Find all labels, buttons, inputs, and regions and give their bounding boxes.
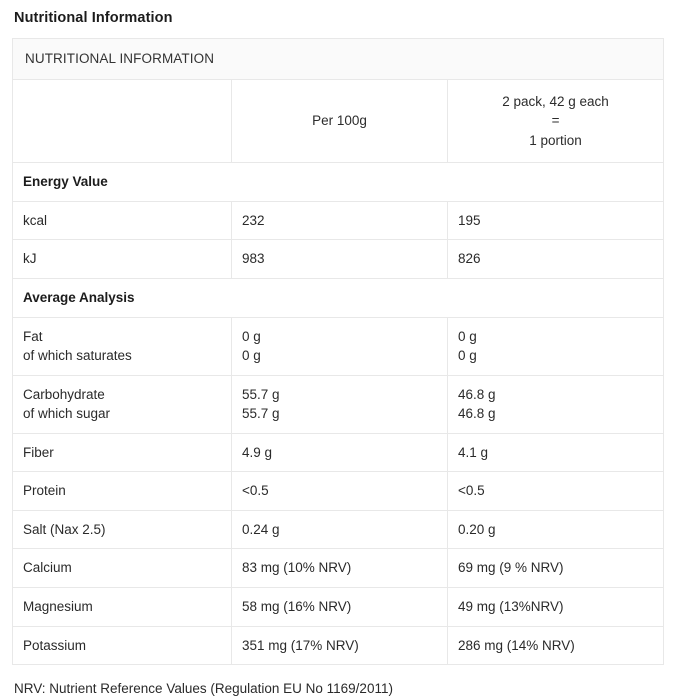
table-row [13,549,664,588]
row-label-fat [13,317,232,375]
row-label-salt: Salt (Nax 2.5) [13,510,232,549]
row-value-salt-per-100g: 0.24 g [232,510,448,549]
group-header-row [13,278,664,317]
row-label-calcium: Calcium [13,549,232,588]
table-caption-row [13,39,664,80]
row-value-fat-per-100g-saturates: 0 g [242,348,261,364]
row-label-protein: Protein [13,472,232,511]
row-label-carbohydrate [13,375,232,433]
table-row [13,472,664,511]
row-label-carbohydrate-main: Carbohydrate [23,386,105,402]
group-header-average-analysis: Average Analysis [13,278,664,317]
column-header-per-portion-line2: = [551,113,560,129]
table-row [13,626,664,665]
row-value-fat-per-portion [448,317,664,375]
row-value-magnesium-per-100g: 58 mg (16% NRV) [232,588,448,627]
row-label-carbohydrate-sugar: of which sugar [23,406,111,422]
row-label-fat-main: Fat [23,328,43,344]
row-value-kcal-per-portion: 195 [448,201,664,240]
group-header-energy-value: Energy Value [13,163,664,202]
nutrition-table [12,38,664,665]
row-value-carbohydrate-per-100g-sugar: 55.7 g [242,406,280,422]
page-title: Nutritional Information [14,10,173,26]
group-header-row [13,163,664,202]
row-value-potassium-per-100g: 351 mg (17% NRV) [232,626,448,665]
row-value-fat-per-portion-saturates: 0 g [458,348,477,364]
row-value-protein-per-portion: <0.5 [448,472,664,511]
row-value-fat-per-100g-main: 0 g [242,328,261,344]
row-value-kj-per-portion: 826 [448,240,664,279]
table-row [13,433,664,472]
row-value-carbohydrate-per-portion-sugar: 46.8 g [458,406,496,422]
table-row [13,201,664,240]
row-value-potassium-per-portion: 286 mg (14% NRV) [448,626,664,665]
table-row [13,588,664,627]
row-value-fiber-per-100g: 4.9 g [232,433,448,472]
table-header-row [13,79,664,163]
row-value-carbohydrate-per-100g [232,375,448,433]
column-header-per-portion-line3: 1 portion [529,132,582,148]
row-value-magnesium-per-portion: 49 mg (13%NRV) [448,588,664,627]
row-value-calcium-per-portion: 69 mg (9 % NRV) [448,549,664,588]
row-value-carbohydrate-per-100g-main: 55.7 g [242,386,280,402]
column-header-per-100g: Per 100g [232,79,448,163]
column-header-label [13,79,232,163]
row-value-fat-per-portion-main: 0 g [458,328,477,344]
row-label-magnesium: Magnesium [13,588,232,627]
row-value-fiber-per-portion: 4.1 g [448,433,664,472]
row-value-protein-per-100g: <0.5 [232,472,448,511]
table-row [13,317,664,375]
row-label-kcal: kcal [13,201,232,240]
row-value-kcal-per-100g: 232 [232,201,448,240]
row-value-kj-per-100g: 983 [232,240,448,279]
column-header-per-portion-line1: 2 pack, 42 g each [502,93,609,109]
table-row [13,240,664,279]
table-caption: NUTRITIONAL INFORMATION [13,39,664,80]
row-value-salt-per-portion: 0.20 g [448,510,664,549]
row-value-fat-per-100g [232,317,448,375]
row-label-fiber: Fiber [13,433,232,472]
row-value-carbohydrate-per-portion-main: 46.8 g [458,386,496,402]
row-value-carbohydrate-per-portion [448,375,664,433]
row-label-kj: kJ [13,240,232,279]
table-row [13,510,664,549]
nrv-footnote: NRV: Nutrient Reference Values (Regulation EU No 1169/2011) [14,681,393,696]
column-header-per-portion [448,79,664,163]
row-value-calcium-per-100g: 83 mg (10% NRV) [232,549,448,588]
row-label-potassium: Potassium [13,626,232,665]
row-label-fat-saturates: of which saturates [23,348,132,364]
table-row [13,375,664,433]
